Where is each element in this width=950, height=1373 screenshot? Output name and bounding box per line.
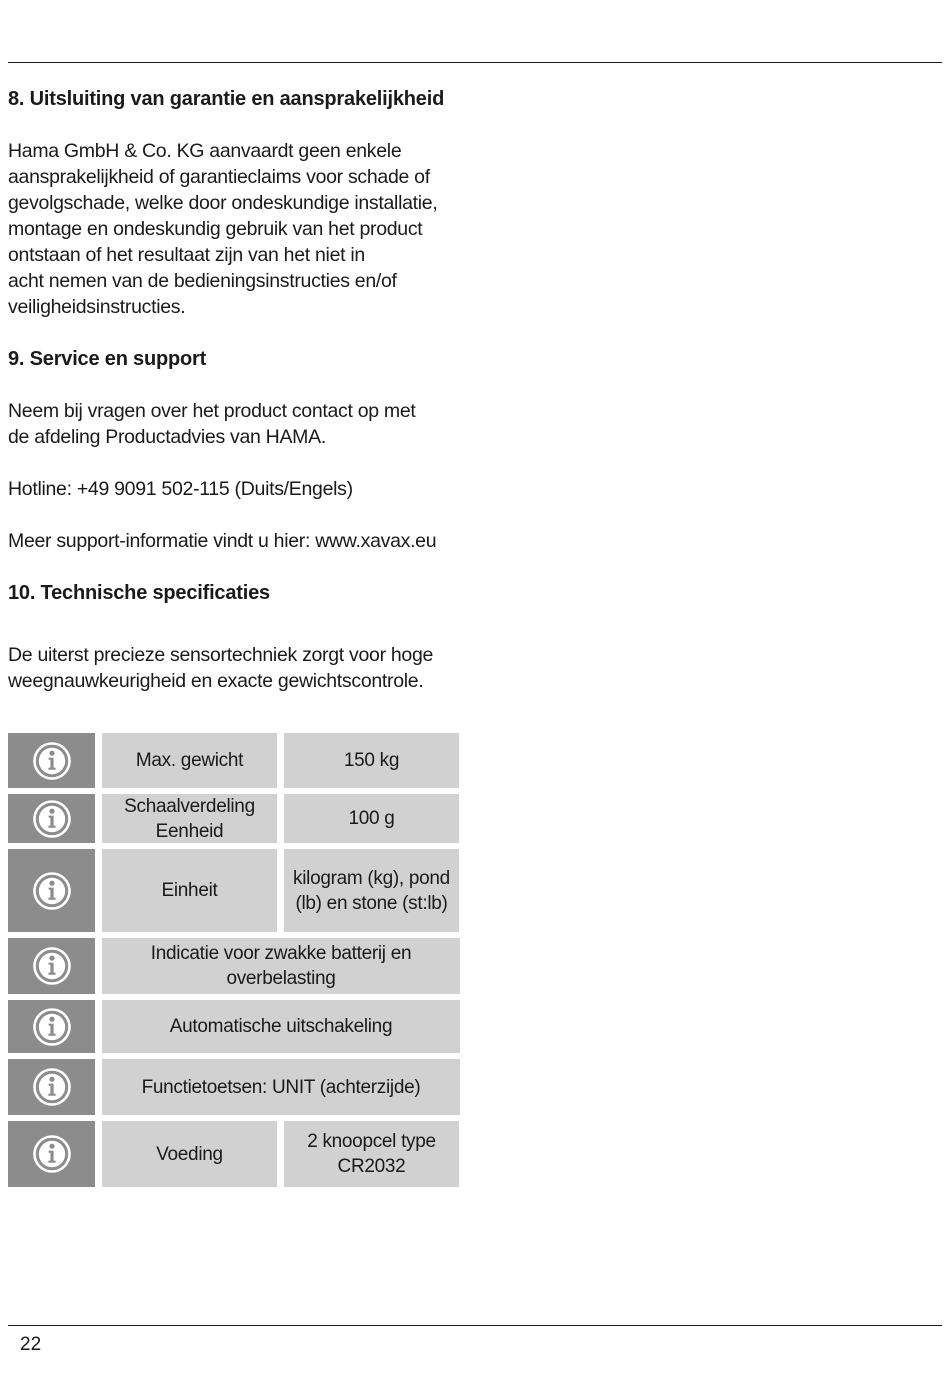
info-circle-icon: [8, 1000, 95, 1053]
spec-value: 100 g: [284, 794, 459, 843]
info-circle-icon: [8, 733, 95, 788]
bottom-rule: [8, 1325, 942, 1326]
info-circle-icon: [8, 849, 95, 932]
warranty-body: Hama GmbH & Co. KG aanvaardt geen enkele aansprakelijkheid of garantieclaims voor schade of gevolgschade, welke door ondeskundige installatie, montage en ondeskundig gebruik van het product ontstaan of het resultaat zijn van het niet in acht nemen van de bedieningsinstructies en/of veiligheidsinstructies.: [8, 140, 438, 318]
spec-row: [8, 1121, 460, 1187]
spec-note: Automatische uitschakeling: [102, 1000, 460, 1053]
info-circle-icon: [8, 1121, 95, 1187]
spec-row: [8, 733, 460, 788]
spec-note: Indicatie voor zwakke batterij en overbelasting: [102, 938, 460, 994]
specs-intro: De uiterst precieze sensortechniek zorgt voor hoge weegnauwkeurigheid en exacte gewichtscontrole.: [8, 644, 434, 692]
spec-label: Voeding: [102, 1121, 277, 1187]
warranty-heading: 8. Uitsluiting van garantie en aansprakelijkheid: [8, 88, 445, 110]
top-rule: [8, 62, 942, 63]
page-content: [8, 86, 478, 694]
service-more-info: Meer support-informatie vindt u hier: www.xavax.eu: [8, 530, 437, 552]
spec-label: Schaalverdeling Eenheid: [102, 794, 277, 843]
info-circle-icon: [8, 938, 95, 994]
spec-table: [8, 733, 460, 1193]
spec-row: [8, 1059, 460, 1115]
spec-value: 2 knoopcel type CR2032: [284, 1121, 459, 1187]
spec-note: Functietoetsen: UNIT (achterzijde): [102, 1059, 460, 1115]
spec-row: [8, 794, 460, 843]
spec-value: kilogram (kg), pond (lb) en stone (st:lb): [284, 849, 459, 932]
info-circle-icon: [8, 1059, 95, 1115]
service-hotline: Hotline: +49 9091 502-115 (Duits/Engels): [8, 478, 353, 500]
page-number: 22: [20, 1334, 42, 1355]
spec-row: [8, 1000, 460, 1053]
service-body: Neem bij vragen over het product contact op met de afdeling Productadvies van HAMA.: [8, 400, 416, 448]
specs-heading: 10. Technische specificaties: [8, 582, 270, 604]
spec-label: Einheit: [102, 849, 277, 932]
info-circle-icon: [8, 794, 95, 843]
service-heading: 9. Service en support: [8, 348, 207, 370]
spec-row: [8, 938, 460, 994]
spec-label: Max. gewicht: [102, 733, 277, 788]
spec-row: [8, 849, 460, 932]
spec-value: 150 kg: [284, 733, 459, 788]
